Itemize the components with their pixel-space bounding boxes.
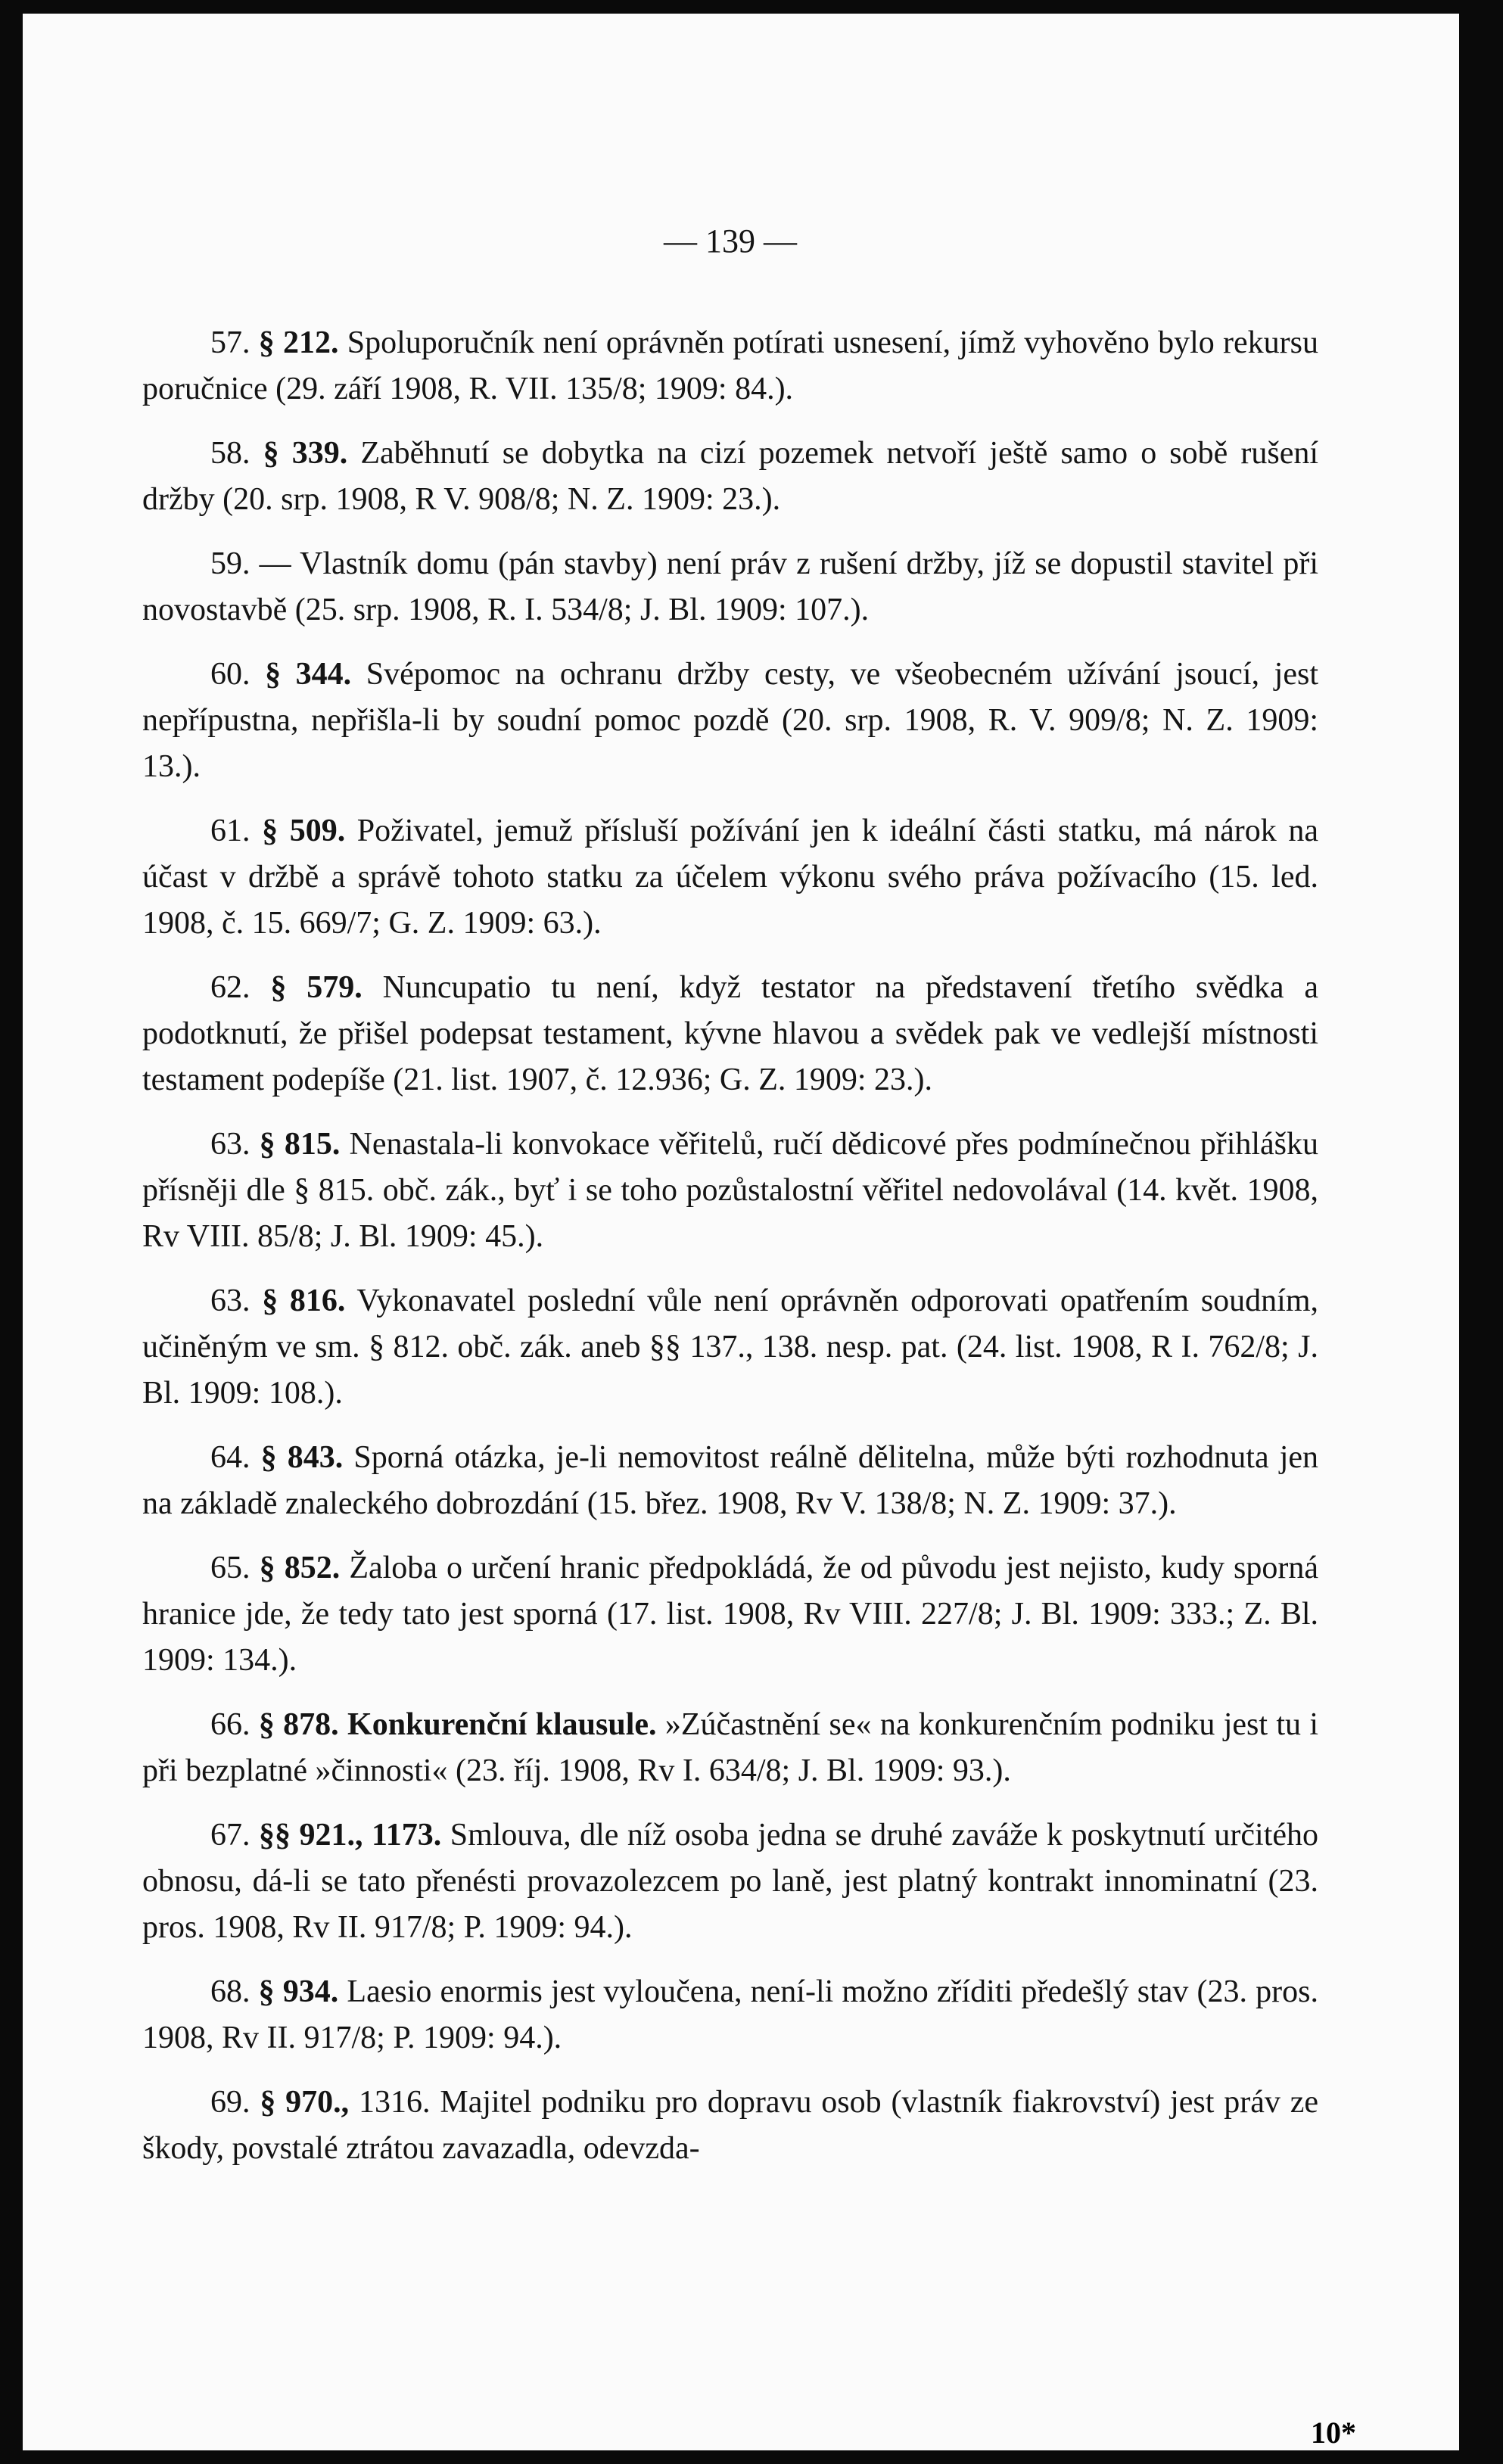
entry-section: § 843. — [260, 1440, 344, 1475]
entry-section: § 344. — [265, 657, 352, 692]
page-body — [142, 218, 1318, 2190]
signature-mark: 10* — [1311, 2416, 1356, 2450]
entry-62 — [142, 965, 1318, 1103]
entry-64 — [142, 1435, 1318, 1527]
entry-number: 69. — [210, 2085, 250, 2120]
entry-section: § 212. — [258, 325, 339, 360]
entry-text: Zaběhnutí se dobytka na cizí pozemek netvoří ještě samo o sobě rušení držby (20. srp. 1908, R V. 908/8; N. Z. 1909: 23.). — [142, 436, 1319, 517]
entry-number: 67. — [210, 1818, 250, 1853]
entry-number: 66. — [210, 1707, 250, 1742]
entry-text: Vlastník domu (pán stavby) není práv z rušení držby, jíž se dopustil stavitel při novostavbě (25. srp. 1908, R. I. 534/8; J. Bl. 1909: 107.). — [142, 546, 1318, 627]
entry-section: § 934. — [258, 1974, 339, 2009]
entry-61 — [142, 808, 1318, 947]
entry-number: 65. — [210, 1551, 250, 1585]
entry-66 — [142, 1702, 1318, 1794]
entry-section: § 816. — [262, 1283, 346, 1318]
entry-number: 68. — [210, 1974, 250, 2009]
entry-section: § 339. — [263, 436, 348, 471]
entry-number: 63. — [210, 1283, 250, 1318]
entry-text: Vykonavatel poslední vůle není oprávněn odporovati opatřením soudním, učiněným ve sm. § 812. obč. zák. aneb §§ 137., 138. nesp. pat. (24. list. 1908, R I. 762/8; J. Bl. 1909: 108.). — [142, 1283, 1319, 1411]
entry-58 — [142, 431, 1318, 523]
entry-68 — [142, 1969, 1318, 2061]
entry-text: Nuncupatio tu není, když testator na představení třetího svědka a podotknutí, že přišel podepsat testament, kývne hlavou a svědek pak ve vedlejší místnosti testament podepíše (21. list. 1907, č. 12.936; G. Z. 1909: 23.). — [142, 970, 1319, 1097]
entry-section: § 852. — [259, 1551, 341, 1585]
page-number: — 139 — — [664, 222, 797, 260]
entry-section: § 878. — [258, 1707, 339, 1742]
entry-section: § 815. — [259, 1127, 341, 1162]
entry-number: 57. — [210, 325, 250, 360]
entry-section: § 509. — [262, 814, 346, 848]
entry-text: Svépomoc na ochranu držby cesty, ve všeobecném užívání jsoucí, jest nepřípustna, nepřišla-li by soudní pomoc pozdě (20. srp. 1908, R. V. 909/8; N. Z. 1909: 13.). — [142, 657, 1318, 784]
entry-text: Laesio enormis jest vyloučena, není-li možno zříditi předešlý stav (23. pros. 1908, Rv II. 917/8; P. 1909: 94.). — [142, 1974, 1319, 2055]
entry-65 — [142, 1545, 1318, 1684]
entry-keyword: Konkurenční klausule. — [347, 1707, 657, 1742]
entry-number: 61. — [210, 814, 250, 848]
entry-number: 60. — [210, 657, 250, 692]
entry-dash: — — [259, 546, 291, 581]
entry-69 — [142, 2080, 1318, 2172]
entry-57 — [142, 320, 1318, 412]
entry-text: »Zúčastnění se« na konkurenčním podniku jest tu i při bezplatné »činnosti« (23. říj. 1908, Rv I. 634/8; J. Bl. 1909: 93.). — [142, 1707, 1319, 1788]
entry-number: 58. — [210, 436, 250, 471]
entry-number: 62. — [210, 970, 250, 1005]
entry-63a — [142, 1122, 1318, 1260]
document-page — [23, 14, 1459, 2450]
entry-section: §§ 921., 1173. — [259, 1818, 442, 1853]
entry-text: Nenastala-li konvokace věřitelů, ručí dědicové přes podmínečnou přihlášku přísněji dle § 815. obč. zák., byť i se toho pozůstalostní věřitel nedovolával (14. květ. 1908, Rv VIII. 85/8; J. Bl. 1909: 45.). — [142, 1127, 1319, 1254]
entry-67 — [142, 1812, 1318, 1951]
entry-number: 63. — [210, 1127, 250, 1162]
entry-text: 1316. Majitel podniku pro dopravu osob (vlastník fiakrovství) jest práv ze škody, povstalé ztrátou zavazadla, odevzda- — [142, 2085, 1319, 2166]
entry-63b — [142, 1278, 1318, 1417]
entry-text: Poživatel, jemuž přísluší požívání jen k ideální části statku, má nárok na účast v držbě a správě tohoto statku za účelem výkonu svého práva požívacího (15. led. 1908, č. 15. 669/7; G. Z. 1909: 63.). — [142, 814, 1318, 941]
entry-section: § 970., — [260, 2085, 350, 2120]
entry-section: § 579. — [270, 970, 363, 1005]
entry-text: Smlouva, dle níž osoba jedna se druhé zaváže k poskytnutí určitého obnosu, dá-li se tato přenésti provazolezcem po laně, jest platný kontrakt innominatní (23. pros. 1908, Rv II. 917/8; P. 1909: 94.). — [142, 1818, 1319, 1945]
entry-number: 59. — [210, 546, 250, 581]
entry-text: Sporná otázka, je-li nemovitost reálně dělitelna, může býti rozhodnuta jen na základě znaleckého dobrozdání (15. břez. 1908, Rv V. 138/8; N. Z. 1909: 37.). — [142, 1440, 1319, 1521]
entry-text: Žaloba o určení hranic předpokládá, že od původu jest nejisto, kudy sporná hranice jde, že tedy tato jest sporná (17. list. 1908, Rv VIII. 227/8; J. Bl. 1909: 333.; Z. Bl. 1909: 134.). — [142, 1551, 1319, 1678]
entry-59 — [142, 541, 1318, 633]
entry-text: Spoluporučník není oprávněn potírati usnesení, jímž vyhověno bylo rekursu poručnice (29. září 1908, R. VII. 135/8; 1909: 84.). — [142, 325, 1318, 406]
entry-number: 64. — [210, 1440, 250, 1475]
entry-60 — [142, 652, 1318, 790]
